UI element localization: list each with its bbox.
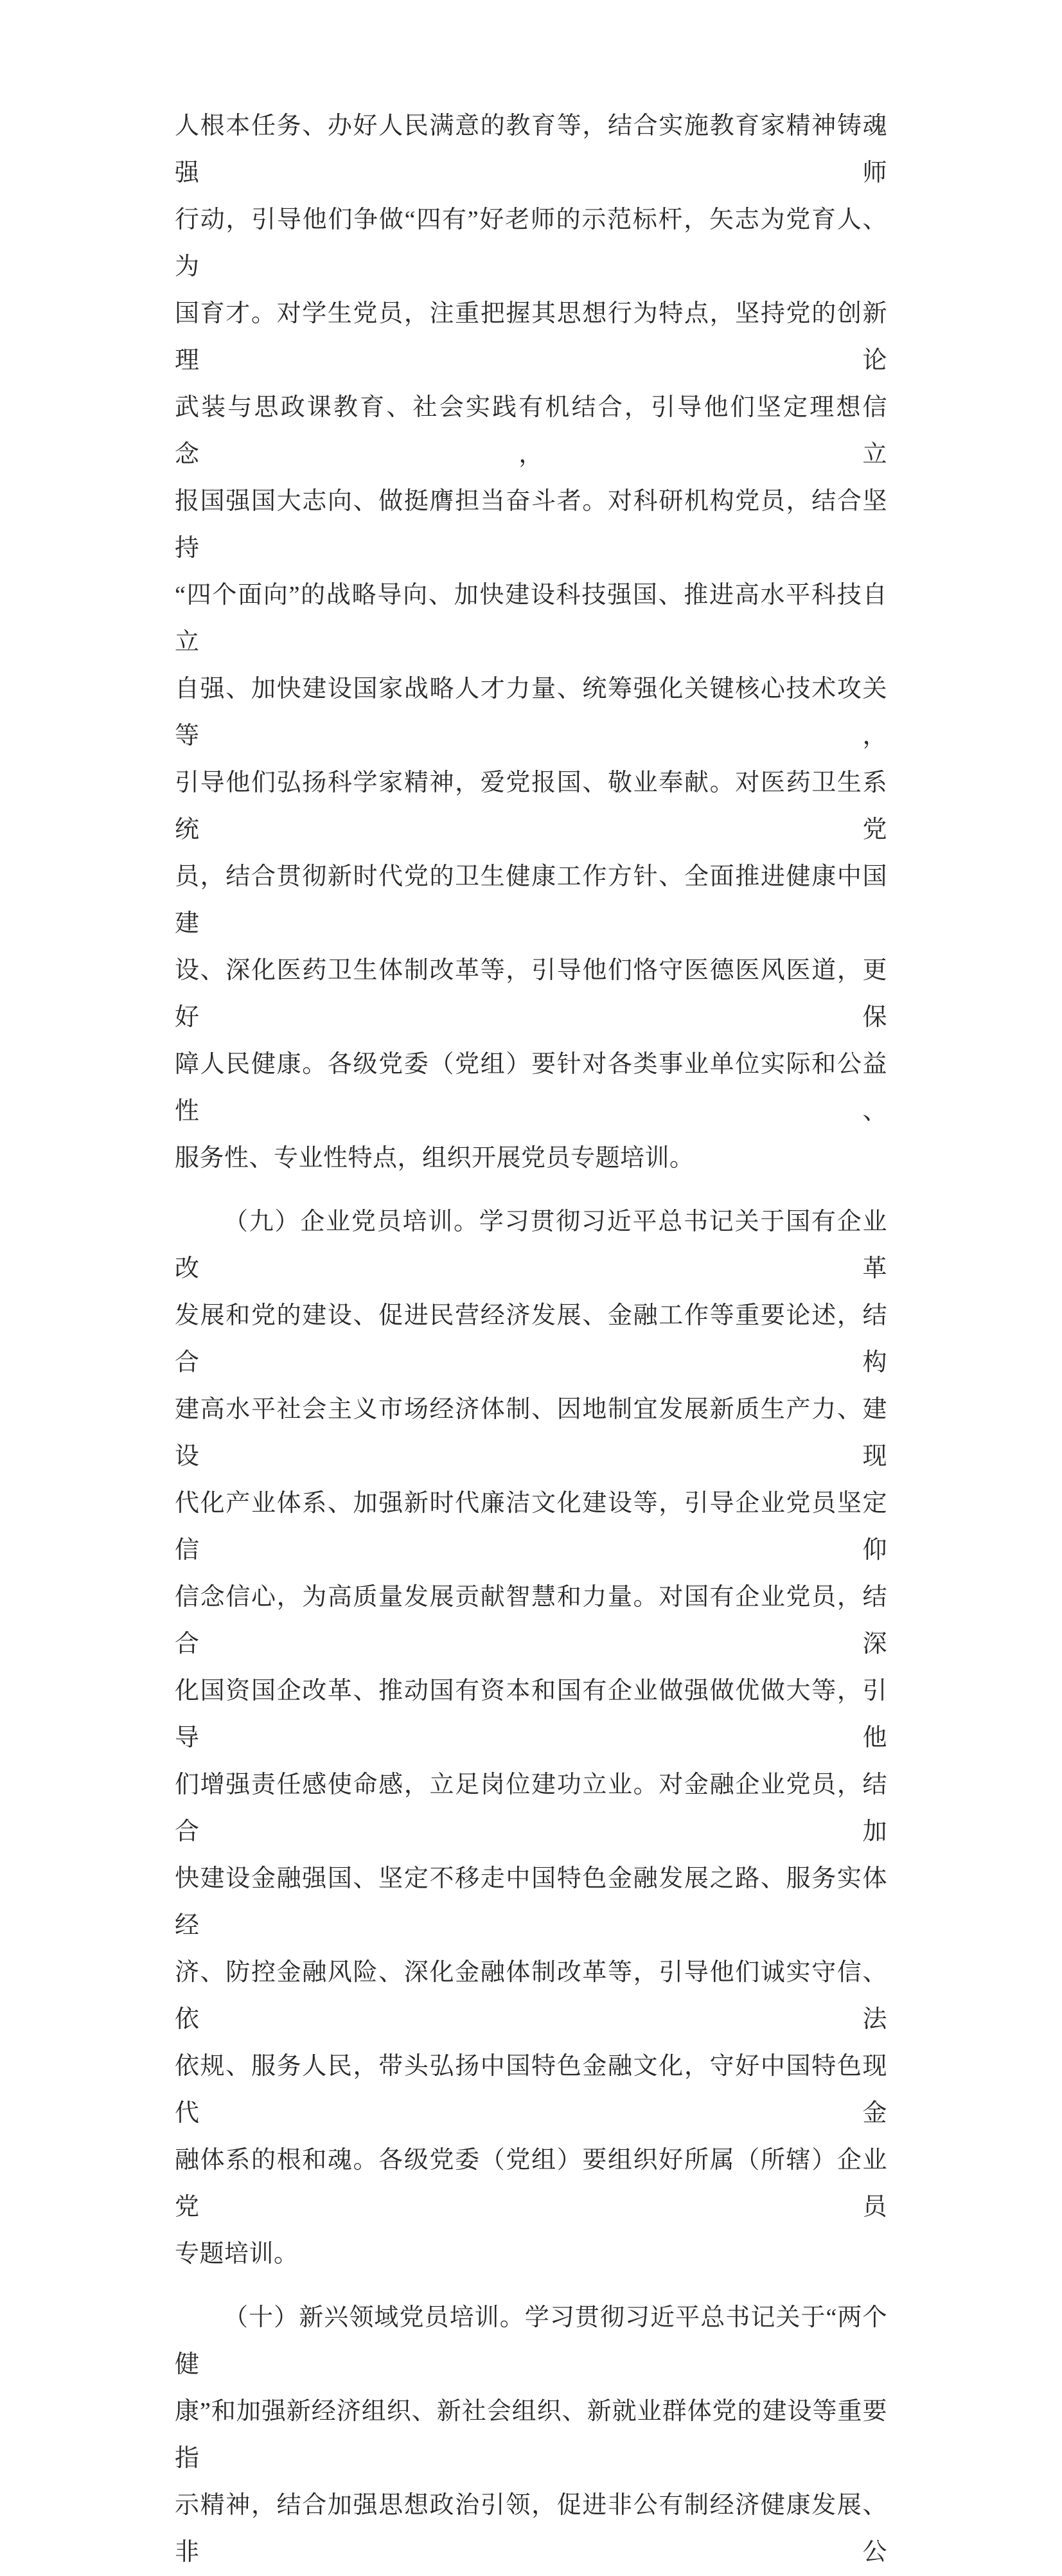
text-line: 设、深化医药卫生体制改革等，引导他们恪守医德医风医道，更好保 xyxy=(175,957,887,1031)
text-line: 信念信心，为高质量发展贡献智慧和力量。对国有企业党员，结合深 xyxy=(175,1584,887,1658)
paragraph-9-enterprise-training xyxy=(175,1199,887,2278)
text-line: 化国资国企改革、推动国有资本和国有企业做强做优做大等，引导他 xyxy=(175,1677,887,1751)
text-line: 们增强责任感使命感，立足岗位建功立业。对金融企业党员，结合加 xyxy=(175,1771,887,1845)
text-line: 报国强国大志向、做挺膺担当奋斗者。对科研机构党员，结合坚持 xyxy=(175,488,887,562)
paragraph-employee-training-continuation xyxy=(175,103,887,1182)
text-line: （十）新兴领域党员培训。学习贯彻习近平总书记关于“两个健 xyxy=(175,2304,887,2378)
text-line: 代化产业体系、加强新时代廉洁文化建设等，引导企业党员坚定信仰 xyxy=(175,1490,887,1564)
text-line: 融体系的根和魂。各级党委（党组）要组织好所属（所辖）企业党员 xyxy=(175,2147,887,2221)
text-line: 引导他们弘扬科学家精神，爱党报国、敬业奉献。对医药卫生系统党 xyxy=(175,769,887,843)
text-line: 服务性、专业性特点，组织开展党员专题培训。 xyxy=(175,1145,695,1172)
text-line: 武装与思政课教育、社会实践有机结合，引导他们坚定理想信念，立 xyxy=(175,394,887,468)
text-line: 人根本任务、办好人民满意的教育等，结合实施教育家精神铸魂强师 xyxy=(175,112,887,186)
text-line: 自强、加快建设国家战略人才力量、统筹强化关键核心技术攻关等， xyxy=(175,675,887,749)
text-line: 济、防控金融风险、深化金融体制改革等，引导他们诚实守信、依法 xyxy=(175,1959,887,2033)
text-line: 障人民健康。各级党委（党组）要针对各类事业单位实际和公益性、 xyxy=(175,1051,887,1125)
text-line: 康”和加强新经济组织、新社会组织、新就业群体党的建设等重要指 xyxy=(175,2398,887,2472)
text-line: 快建设金融强国、坚定不移走中国特色金融发展之路、服务实体经 xyxy=(175,1865,887,1939)
text-line: 员，结合贯彻新时代党的卫生健康工作方针、全面推进健康中国建 xyxy=(175,863,887,937)
text-line: （九）企业党员培训。学习贯彻习近平总书记关于国有企业改革 xyxy=(175,1208,887,1282)
paragraph-10-emerging-sector-training xyxy=(175,2294,887,2576)
text-line: 国育才。对学生党员，注重把握其思想行为特点，坚持党的创新理论 xyxy=(175,300,887,374)
text-line: 依规、服务人民，带头弘扬中国特色金融文化，守好中国特色现代金 xyxy=(175,2053,887,2127)
text-line: 示精神，结合加强思想政治引领，促进非公有制经济健康发展、非公 xyxy=(175,2492,887,2566)
text-line: 专题培训。 xyxy=(175,2241,299,2267)
text-line: “四个面向”的战略导向、加快建设科技强国、推进高水平科技自立 xyxy=(175,582,887,656)
text-line: 建高水平社会主义市场经济体制、因地制宜发展新质生产力、建设现 xyxy=(175,1396,887,1470)
text-line: 发展和党的建设、促进民营经济发展、金融工作等重要论述，结合构 xyxy=(175,1302,887,1376)
text-line: 行动，引导他们争做“四有”好老师的示范标杆，矢志为党育人、为 xyxy=(175,206,887,280)
